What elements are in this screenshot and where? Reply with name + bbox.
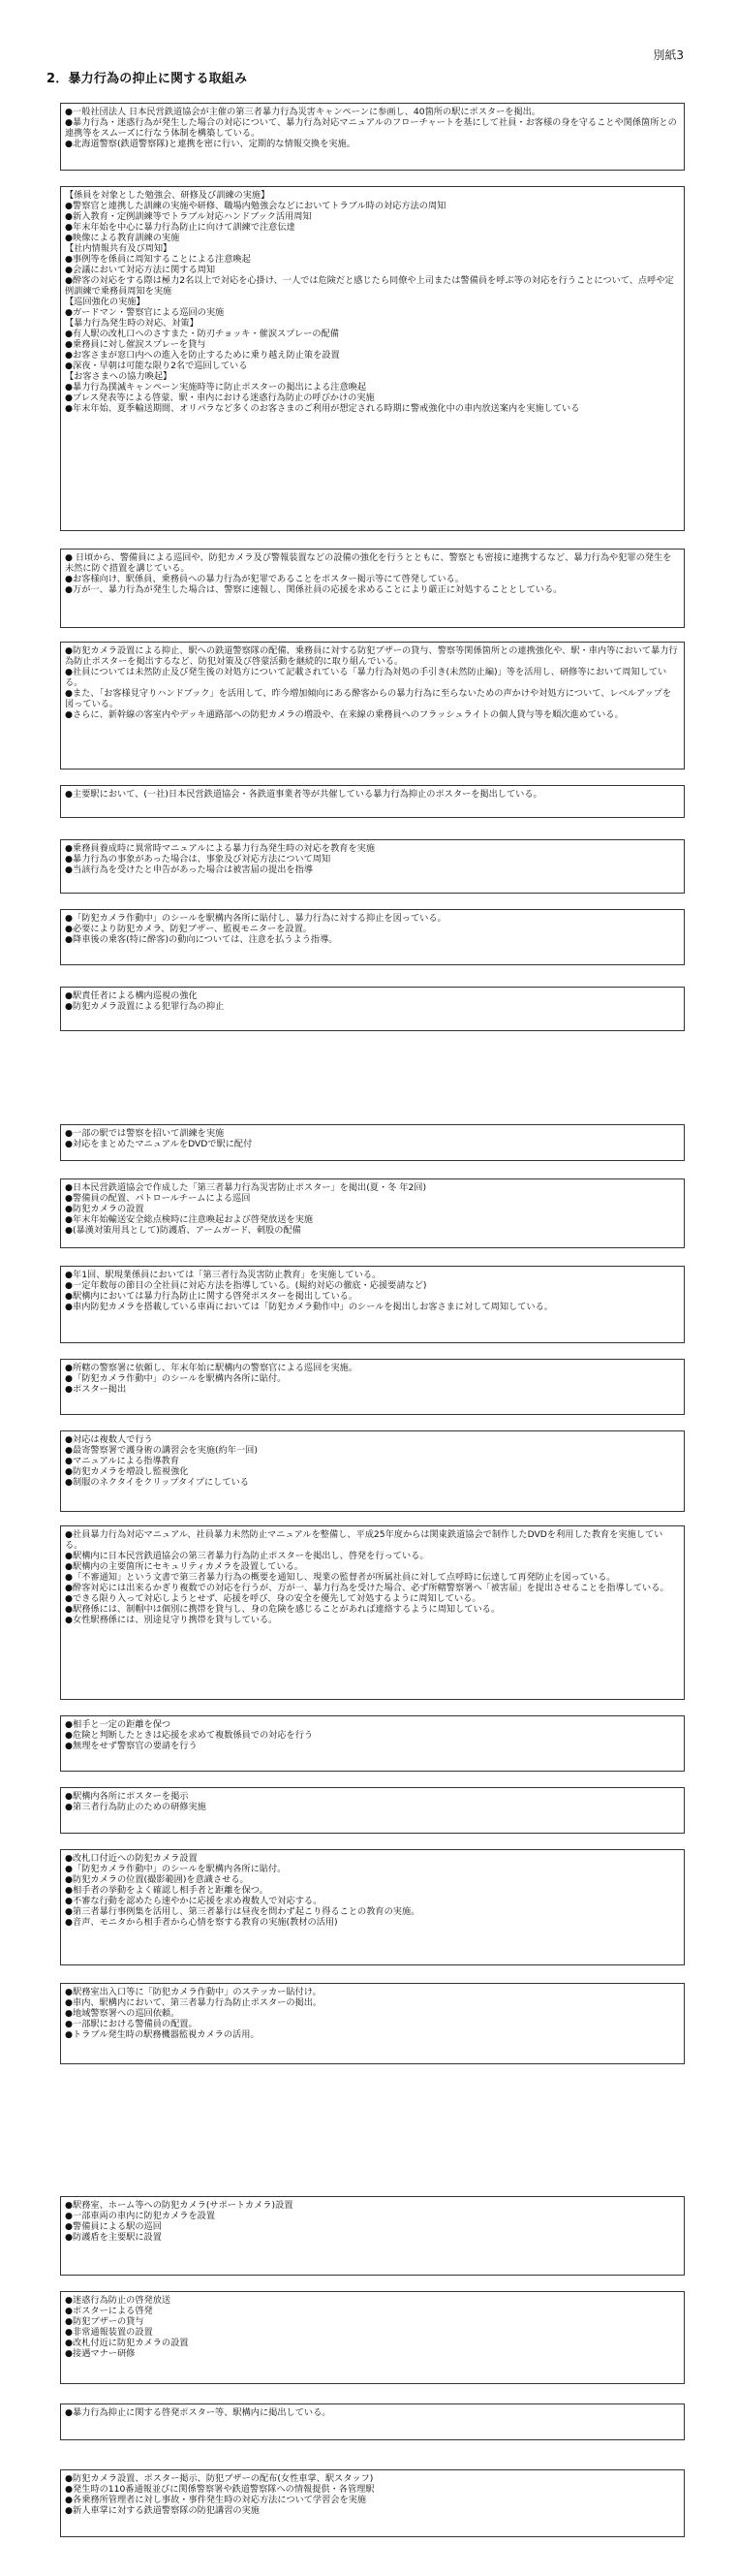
measure-line: ●一部駅における警備員の配置。 [65,2019,198,2029]
measure-line: ●迷惑行為防止の啓発放送 [65,2295,171,2306]
measure-line: ●防犯カメラを増設し監視強化 [65,1466,189,1477]
measures-box [60,549,685,628]
measure-line: ●駅務室出入口等に「防犯カメラ作動中」のステッカー貼付け。 [65,1987,322,1997]
measure-line: ●一般社団法人 日本民営鉄道協会が主催の第三者暴力行為災害キャンペーンに参画し、40箇所の駅にポスターを掲出。 [65,107,541,117]
measure-line: ●第三者暴行事例集を活用し、第三者暴行は昼夜を問わず起こり得ることの教育の実施。 [65,1906,420,1917]
measure-line: ●ポスターによる啓発 [65,2306,153,2316]
measure-line: ●「防犯カメラ作動中」のシールを駅構内各所に貼付。 [65,1864,287,1874]
measures-box [60,1124,685,1161]
measure-line: ●乗務員に対し催涙スプレーを貸与 [65,339,206,350]
measure-line: ●防犯カメラの位置(撮影範囲)を意識させる。 [65,1874,249,1885]
measures-box [60,1715,685,1772]
measure-line: ●一定年数毎の節目の全社員に対応方法を指導している。(規約対応の徹底・応援要請など) [65,1280,427,1291]
measure-line: ●会議において対応方法に関する周知 [65,265,216,275]
measure-line: ●相手者の挙動をよく確認し相手者と距離を保つ。 [65,1885,268,1896]
measure-line: ●お客さまが窓口内への進入を防止するために乗り越え防止策を設置 [65,350,340,361]
measure-line: ●主要駅において、(一社)日本民営鉄道協会・各鉄道事業者等が共催している暴力行為抑止のポスターを掲出している。 [65,789,542,800]
measure-line: ●酔客の対応をする際は極力2名以上で対応を心掛け、一人では危険だと感じたら同僚や上司または警備員を呼ぶ等の対応を行うことについて、点呼や定例訓練で乗務員周知を実施 [65,275,674,297]
measures-box [60,1359,685,1415]
measure-line: ●音声、モニタから相手者から心情を察する教育の実施(教材の活用) [65,1917,338,1928]
measure-line: ●第三者行為防止のための研修実施 [65,1802,206,1812]
measures-box [60,2403,685,2440]
measure-line: ●駅務係には、制帽中は個別に携帯を貸与し、身の危険を感じることがあれば連絡するように周知している。 [65,1604,501,1615]
measure-line: ●防犯カメラ設置による抑止、駅への鉄道警察隊の配備、乗務員に対する防犯ブザーの貸与、警察等関係箇所との連携強化や、駅・車内等において暴力行為防止ポスターを掲出するなど、防犯対策及び啓蒙活動を継続的に取り組んでいる。 [65,645,678,667]
measure-line: ●非常通報装置の設置 [65,2327,153,2338]
measure-line: ●駅構内各所にポスターを掲示 [65,1791,189,1802]
measure-line: ●有人駅の改札口へのさすまた・防刃チョッキ・催涙スプレーの配備 [65,329,339,339]
measure-line: 【社内情報共有及び周知】 [65,243,172,254]
measure-line: ●暴力行為・迷惑行為が発生した場合の対応について、暴力行為対応マニュアルのフローチャートを基にして社員・お客様の身を守ることや関係箇所との連携等をスムーズに行なう体制を構築している。 [65,117,677,139]
measure-line: ●制服のネクタイをクリップタイプにしている [65,1477,249,1488]
measure-line: ●無理をせず警察官の要請を行う [65,1741,198,1751]
measure-line: ●地域警察署への巡回依頼。 [65,2008,180,2019]
measure-line: ●対応は複数人で行う [65,1434,153,1445]
measure-line: ●乗務員養成時に異常時マニュアルによる暴力行為発生時の対応を教育を実施 [65,843,376,854]
measure-line: ●最寄警察署で護身術の講習会を実施(約年一回) [65,1445,258,1456]
measure-line: ●(暴漢対策用具として)防護盾、アームガード、刺股の配備 [65,1225,301,1236]
measure-line: ●警備員による駅の巡回 [65,2221,162,2232]
measure-line: ●ガードマン・警察官による巡回の実施 [65,307,225,318]
measure-line: ●年末年始を中心に暴力行為防止に向けて訓練で注意伝達 [65,222,295,233]
measure-line: ●警察官と連携した訓練の実施や研修、職場内勉強会などにおいてトラブル時の対応方法の周知 [65,201,446,211]
measure-line: ●駅構内においては暴力行為防止に関する啓発ポスターを掲出している。 [65,1291,358,1302]
measure-line: ●各乗務所管理者に対し事故・事件発生時の対応方法について学習会を実施 [65,2495,367,2505]
measure-line: ●警備員の配置、パトロールチームによる巡回 [65,1193,251,1204]
measure-line: ●お客様向け、駅係員、乗務員への暴力行為が犯罪であることをポスター掲示等にて啓発している。 [65,574,464,584]
measure-line: ●車内防犯カメラを搭載している車両においては「防犯カメラ動作中」のシールを掲出しお客さまに対して周知している。 [65,1302,553,1312]
measure-line: ●降車後の乗客(特に酔客)の動向については、注意を払うよう指導。 [65,934,338,945]
measure-line: ●必要により防犯カメラ、防犯ブザー、監視モニターを設置。 [65,924,312,934]
measure-line: ●危険と判断したときは応援を求めて複数係員での対応を行う [65,1730,314,1741]
annex-label: 別紙3 [653,48,684,62]
measure-line: ●さらに、新幹線の客室内やデッキ通路部への防犯カメラの増設や、在来線の乗務員へのフラッシュライトの個人貸与等を順次進めている。 [65,709,624,720]
measure-line: ●トラブル発生時の駅務機器監視カメラの活用。 [65,2029,260,2040]
measure-line: ●できる限り入って対応しようとせず、応援を呼び、身の安全を優先して対処するように周知している。 [65,1593,481,1604]
measure-line: ●対応をまとめたマニュアルをDVDで駅に配付 [65,1139,253,1149]
measure-line: ●年末年始、夏季輸送期間、オリパラなど多くのお客さまのご利用が想定される時期に警戒強化中の車内放送案内を実施している [65,403,580,414]
measures-box [60,1430,685,1512]
measure-line: ●発生時の110番通報並びに関係警察署や鉄道警察隊への情報提供・各管理駅 [65,2484,375,2495]
measure-line: ●「防犯カメラ作動中」のシールを駅構内各所に貼付。 [65,1373,287,1384]
measures-box [60,1525,685,1700]
measure-line: ●所轄の警察署に依頼し、年末年始に駅構内の警察官による巡回を実施。 [65,1363,358,1373]
measure-line: ●車内、駅構内において、第三者暴力行為防止ポスターの掲出。 [65,1997,323,2008]
measure-line: ●暴力行為撲滅キャンペーン実施時等に防止ポスターの掲出による注意喚起 [65,382,367,393]
measures-box [60,1983,685,2064]
measures-box [60,642,685,770]
measure-line: ●女性駅務係には、別途見守り携帯を貸与している。 [65,1615,278,1625]
measures-box [60,785,685,818]
section-title: 2．暴力行為の抑止に関する取組み [46,72,248,86]
measure-line: 【暴力行為発生時の対応、対策】 [65,318,199,329]
measures-box [60,987,685,1031]
measure-line: ●接遇マナー研修 [65,2348,136,2359]
measure-line: ●マニュアルによる指導教育 [65,1456,179,1466]
measures-box [60,1178,685,1248]
measure-line: ●年1回、駅現業係員においては「第三者行為災害防止教育」を実施している。 [65,1270,382,1280]
measure-line: ●防犯カメラ設置による犯罪行為の抑止 [65,1001,225,1012]
measure-line: ●防護盾を主要駅に設置 [65,2232,162,2243]
measure-line: ●暴力行為抑止に関する啓発ポスター等、駅構内に掲出している。 [65,2407,331,2418]
measure-line: ●不審な行動を認めたら速やかに応援を求め複数人で対応する。 [65,1896,323,1906]
measure-line: ●映像による教育訓練の実施 [65,233,180,243]
measure-line: ●防犯カメラ設置、ポスター掲示、防犯ブザーの配布(女性車掌、駅スタッフ) [65,2473,374,2484]
measure-line: ●改札口付近への防犯カメラ設置 [65,1853,198,1864]
measure-line: ●一部の駅では警察を招いて訓練を実施 [65,1128,225,1139]
measure-line: ●社員については未然防止及び発生後の対処方について記載されている「暴力行為対処の手引き(未然防止編)」等を活用し、研修等において周知している。 [65,667,667,688]
measures-box [60,2469,685,2537]
measure-line: ●「不審通知」という文書で第三者暴力行為の概要を通知し、現業の監督者が所属社員に対して点呼時に伝達して再発防止を図っている。 [65,1572,616,1583]
measure-line: 【係員を対象とした勉強会、研修及び訓練の実施】 [65,190,270,201]
measure-line: ●事例等を係員に周知することによる注意喚起 [65,254,251,265]
measures-box [60,1849,685,1965]
measures-box [60,103,685,171]
measures-box [60,2196,685,2276]
measures-box [60,1266,685,1343]
measure-line: ●駅責任者による構内巡視の強化 [65,990,198,1001]
measure-line: ●深夜・早朝は可能な限り2名で巡回している [65,361,248,371]
measure-line: ●社員暴力行為対応マニュアル、社員暴力未然防止マニュアルを整備し、平成25年度からは関東鉄道協会で制作したDVDを利用した教育を実施している。 [65,1529,663,1551]
measure-line: ●年末年始輸送安全総点検時に注意喚起および啓発放送を実施 [65,1214,314,1225]
measure-line: ●当該行為を受けたと申告があった場合は被害届の提出を指導 [65,864,313,875]
measure-line: ●防犯カメラの設置 [65,1204,144,1214]
measures-box [60,2291,685,2384]
measures-box [60,1787,685,1834]
measure-line: ●暴力行為の事象があった場合は、事象及び対応方法について周知 [65,854,331,864]
measure-line: ●万が一、暴力行為が発生した場合は、警察に速報し、関係社員の応援を求めることにより厳正に対処することとしている。 [65,584,563,595]
measure-line: ●駅構内の主要箇所にセキュリティカメラを設置している。 [65,1561,303,1572]
measure-line: ●新入教育・定例訓練等でトラブル対応ハンドブック活用周知 [65,211,312,222]
measures-box [60,186,685,531]
measure-line: ●相手と一定の距離を保つ [65,1719,171,1730]
measure-line: ●日本民営鉄道協会で作成した「第三者暴力行為災害防止ポスター」を掲出(夏・冬 年2回) [65,1182,427,1193]
measure-line: ●駅構内に日本民営鉄道協会の第三者暴力行為防止ポスターを掲出し、啓発を行っている。 [65,1551,429,1561]
measure-line: ●ポスター掲出 [65,1384,127,1395]
measure-line: ●防犯ブザーの貸与 [65,2316,144,2327]
measures-box [60,909,685,965]
measure-line: ●また、「お客様見守りハンドブック」を活用して、昨今増加傾向にある酔客からの暴力行為に至らないための声かけや対処方について、レベルアップを図っている。 [65,688,672,709]
measure-line: ●「防犯カメラ作動中」のシールを駅構内各所に貼付し、暴力行為に対する抑止を図っている。 [65,913,446,924]
measure-line: ●プレス発表等による啓蒙、駅・車内における迷惑行為防止の呼びかけの実施 [65,393,375,403]
measure-line: 【お客さまへの協力喚起】 [65,371,172,382]
measure-line: ●新人車掌に対する鉄道警察隊の防犯講習の実施 [65,2505,260,2516]
measure-line: ●酔客対応には出来るかぎり複数での対応を行うが、万が一、暴力行為を受けた場合、必ず所轄警察署へ「被害届」を提出させることを指導している。 [65,1583,669,1593]
measure-line: ● 日頃から、警備員による巡回や、防犯カメラ及び警報装置などの設備の強化を行うとともに、警察とも密接に連携するなど、暴力行為や犯罪の発生を未然に防ぐ措置を講じている。 [65,552,672,574]
measure-line: ●駅務室、ホーム等への防犯カメラ(サポートカメラ)設置 [65,2200,293,2211]
measure-line: ●一部車両の車内に防犯カメラを設置 [65,2211,216,2221]
measures-box [60,839,685,894]
measure-line: ●改札付近に防犯カメラの設置 [65,2338,189,2348]
measure-line: 【巡回強化の実施】 [65,297,145,307]
measure-line: ●北海道警察(鉄道警察隊)と連携を密に行い、定期的な情報交換を実施。 [65,139,355,149]
